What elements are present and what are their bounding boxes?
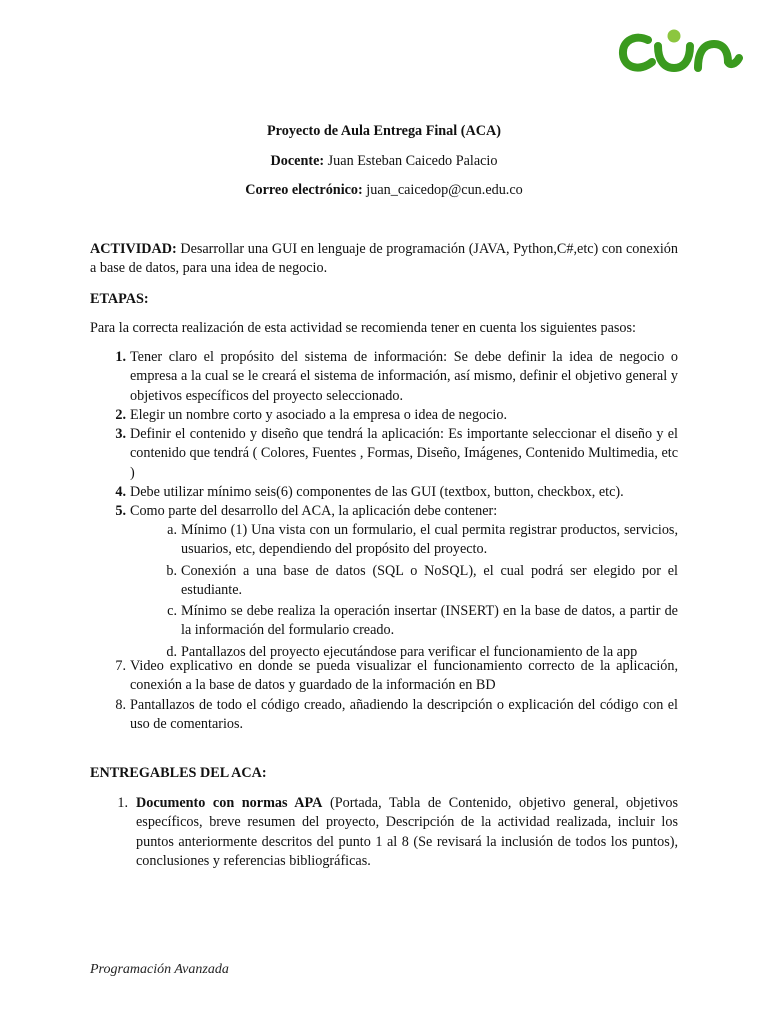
cun-logo-icon: [618, 26, 744, 76]
entregables-heading: ENTREGABLES DEL ACA:: [90, 765, 267, 781]
list-item: 5. Como parte del desarrollo del ACA, la aplicación debe contener:: [115, 503, 498, 520]
list-item: c. Mínimo se debe realiza la operación insertar (INSERT) en la base de datos, a partir de la información del formulario creado.: [167, 603, 678, 639]
docente-line: [90, 152, 678, 171]
document-title: Proyecto de Aula Entrega Final (ACA): [267, 123, 501, 139]
etapas-list-continued: [115, 657, 678, 734]
list-item: 8. Pantallazos de todo el código creado, añadiendo la descripción o explicación del código con el uso de comentarios.: [115, 696, 678, 732]
list-item: 7. Video explicativo en donde se pueda visualizar el funcionamiento correcto de la aplicación, conexión a la base de datos y guardado de la información en BD: [115, 658, 678, 694]
etapas-heading: ETAPAS:: [90, 291, 149, 307]
list-item: 4. Debe utilizar mínimo seis(6) componentes de las GUI (textbox, button, checkbox, etc).: [115, 484, 624, 501]
correo-line: [90, 181, 678, 200]
list-item: b. Conexión a una base de datos (SQL o NoSQL), el cual podrá ser elegido por el estudiante.: [166, 562, 678, 598]
list-item: 2. Elegir un nombre corto y asociado a la empresa o idea de negocio.: [115, 406, 508, 423]
entregables-list: [117, 794, 679, 871]
etapas-intro: Para la correcta realización de esta actividad se recomienda tener en cuenta los siguientes pasos:: [90, 320, 636, 336]
correo-value: juan_caicedop@cun.edu.co: [362, 182, 523, 198]
correo-label: Correo electrónico:: [245, 182, 363, 198]
list-item: a. Mínimo (1) Una vista con un formulario, el cual permita registrar productos, servicios, usuarios, etc, dependiendo del propósito del proyecto.: [167, 522, 678, 558]
list-item: d. Pantallazos del proyecto ejecutándose para verificar el funcionamiento de la app: [166, 643, 638, 660]
actividad-label: ACTIVIDAD:: [90, 241, 177, 257]
etapas-list: [115, 348, 678, 522]
footer-text: Programación Avanzada: [90, 962, 229, 977]
actividad-paragraph: [90, 240, 678, 279]
list-item: 3. Definir el contenido y diseño que tendrá la aplicación: Es importante seleccionar el diseño y el contenido que tendrá ( Colores, Fuentes , Formas, Diseño, Imágenes, Contenido Multimedia, etc ): [115, 426, 678, 481]
docente-value: Juan Esteban Caicedo Palacio: [324, 153, 498, 169]
list-item: 1. Documento con normas APA (Portada, Tabla de Contenido, objetivo general, objetivos específicos, breve resumen del proyecto, Descripción de la actividad realizada, incluir los puntos anteriormente descritos del punto 1 al 8 (Se revisará la inclusión de todos los puntos), conclusiones y referencias bibliográficas.: [117, 795, 679, 869]
etapas-sublist: [166, 521, 678, 662]
docente-label: Docente:: [270, 153, 325, 169]
list-item: 1. Tener claro el propósito del sistema de información: Se debe definir la idea de negocio o empresa a la cual se le creará el sistema de información, así mismo, definir el objetivo general y objetivos específicos del proyecto seleccionado.: [115, 349, 678, 404]
actividad-text: Desarrollar una GUI en lenguaje de programación (JAVA, Python,C#,etc) con conexión a base de datos, para una idea de negocio.: [90, 241, 678, 277]
